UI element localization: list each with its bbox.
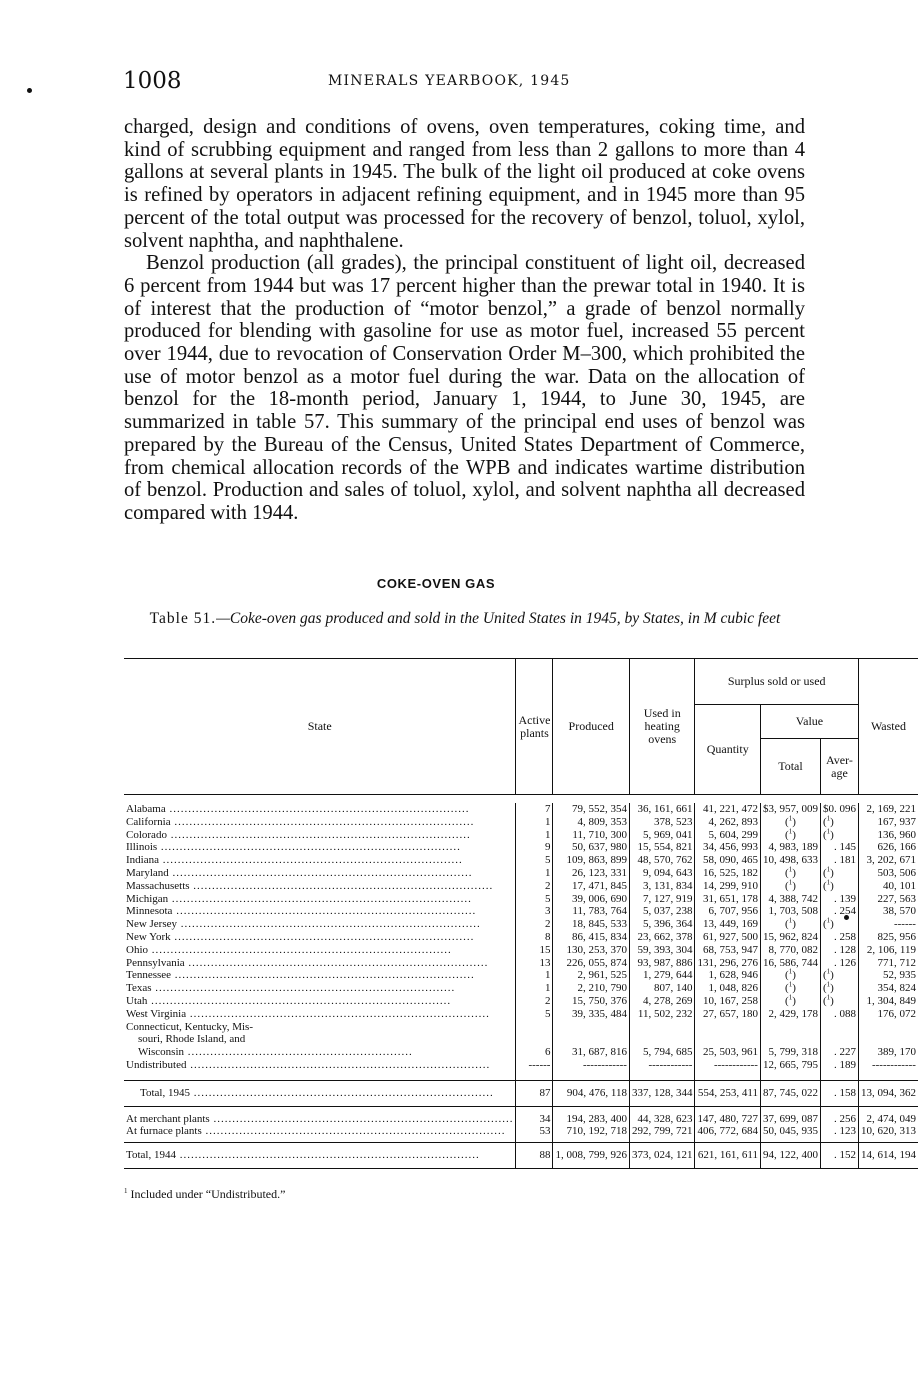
cell-used-in-heating: 1, 279, 644 bbox=[629, 969, 695, 982]
leader-dots: ............................................................ bbox=[184, 1046, 413, 1059]
cell-value-average: $0. 096 bbox=[820, 803, 858, 816]
state-label: At furnace plants bbox=[126, 1125, 202, 1138]
cell-wasted: 227, 563 bbox=[858, 893, 918, 906]
cell-wasted: 825, 956 bbox=[858, 931, 918, 944]
table-row bbox=[124, 957, 918, 970]
state-label: Undistributed bbox=[126, 1058, 187, 1071]
cell-value-average: . 128 bbox=[820, 944, 858, 957]
margin-dot bbox=[27, 88, 32, 93]
cell-produced: 31, 687, 816 bbox=[553, 1021, 630, 1059]
cell-used-in-heating: 93, 987, 886 bbox=[629, 957, 695, 970]
cell-value-total: 94, 122, 400 bbox=[760, 1143, 820, 1169]
cell-value-average: . 256 bbox=[820, 1113, 858, 1126]
leader-dots: ................................................................................ bbox=[170, 930, 475, 943]
cell-active-plants: 6 bbox=[516, 1021, 553, 1059]
section-heading: COKE-OVEN GAS bbox=[376, 576, 496, 591]
leader-dots: ................................................................................ bbox=[186, 1058, 491, 1071]
state-label: Alabama bbox=[126, 803, 166, 815]
table-row bbox=[124, 829, 918, 842]
cell-quantity: 147, 480, 727 bbox=[695, 1113, 761, 1126]
cell-active-plants: 88 bbox=[516, 1143, 553, 1169]
footnote-marker: 1 bbox=[124, 1187, 128, 1195]
leader-dots: ................................................................................ bbox=[165, 803, 470, 815]
cell-produced: 194, 283, 400 bbox=[553, 1113, 630, 1126]
cell-state bbox=[124, 803, 516, 816]
cell-used-in-heating: 23, 662, 378 bbox=[629, 931, 695, 944]
table-label: Table 51. bbox=[149, 610, 217, 627]
cell-state bbox=[124, 1008, 516, 1021]
cell-value-average: ($^1$) bbox=[820, 829, 858, 842]
table-row bbox=[124, 995, 918, 1008]
cell-quantity: 31, 651, 178 bbox=[695, 893, 761, 906]
cell-produced: 39, 335, 484 bbox=[553, 1008, 630, 1021]
cell-value-average: . 158 bbox=[820, 1080, 858, 1106]
cell-state bbox=[124, 1143, 516, 1169]
cell-wasted: 52, 935 bbox=[858, 969, 918, 982]
table-row bbox=[124, 1143, 918, 1169]
cell-produced: 39, 006, 690 bbox=[553, 893, 630, 906]
cell-active-plants: 5 bbox=[516, 1008, 553, 1021]
table-row bbox=[124, 1059, 918, 1072]
cell-state bbox=[124, 854, 516, 867]
leader-dots: ................................................................................ bbox=[151, 982, 456, 995]
cell-value-average: . 088 bbox=[820, 1008, 858, 1021]
cell-quantity: 61, 927, 500 bbox=[695, 931, 761, 944]
leader-dots: ................................................................................ bbox=[189, 1086, 494, 1099]
state-label: Illinois bbox=[126, 841, 158, 854]
cell-produced: ------------ bbox=[553, 1059, 630, 1072]
cell-produced: 226, 055, 874 bbox=[553, 957, 630, 970]
state-label: Massachusetts bbox=[126, 879, 190, 892]
table-row bbox=[124, 867, 918, 880]
cell-value-average: ($^1$) bbox=[820, 867, 858, 880]
table-row bbox=[124, 969, 918, 982]
cell-value-average: . 189 bbox=[820, 1059, 858, 1072]
cell-used-in-heating: 15, 554, 821 bbox=[629, 841, 695, 854]
cell-value-total: ($^1$) bbox=[760, 816, 820, 829]
cell-produced: 109, 863, 899 bbox=[553, 854, 630, 867]
cell-wasted: 354, 824 bbox=[858, 982, 918, 995]
cell-active-plants: 1 bbox=[516, 982, 553, 995]
cell-quantity: 1, 048, 826 bbox=[695, 982, 761, 995]
cell-state bbox=[124, 1080, 516, 1106]
state-label: Indiana bbox=[126, 854, 159, 867]
cell-wasted: 10, 620, 313 bbox=[858, 1125, 918, 1138]
table-row bbox=[124, 1008, 918, 1021]
cell-produced: 710, 192, 718 bbox=[553, 1125, 630, 1138]
cell-value-average: ($^1$) bbox=[820, 918, 858, 931]
cell-quantity: 58, 090, 465 bbox=[695, 854, 761, 867]
leader-dots: ................................................................................ bbox=[147, 994, 452, 1007]
state-label: At merchant plants bbox=[126, 1112, 210, 1125]
cell-state bbox=[124, 893, 516, 906]
cell-wasted: 40, 101 bbox=[858, 880, 918, 893]
cell-used-in-heating: 373, 024, 121 bbox=[629, 1143, 695, 1169]
table-row bbox=[124, 918, 918, 931]
cell-quantity: 13, 449, 169 bbox=[695, 918, 761, 931]
cell-wasted: 1, 304, 849 bbox=[858, 995, 918, 1008]
cell-value-total: $3, 957, 009 bbox=[760, 803, 820, 816]
cell-value-average: . 152 bbox=[820, 1143, 858, 1169]
table-row bbox=[124, 982, 918, 995]
footnote bbox=[124, 1187, 285, 1202]
cell-value-average: . 126 bbox=[820, 957, 858, 970]
cell-value-average: . 145 bbox=[820, 841, 858, 854]
cell-wasted: 176, 072 bbox=[858, 1008, 918, 1021]
cell-used-in-heating: 5, 396, 364 bbox=[629, 918, 695, 931]
header-total: Total bbox=[760, 739, 820, 795]
cell-used-in-heating: 44, 328, 623 bbox=[629, 1113, 695, 1126]
header-wasted: Wasted bbox=[858, 659, 918, 795]
table-caption bbox=[124, 610, 806, 628]
state-line: Connecticut, Kentucky, Mis- bbox=[126, 1020, 253, 1033]
cell-used-in-heating: 4, 278, 269 bbox=[629, 995, 695, 1008]
cell-produced: 2, 210, 790 bbox=[553, 982, 630, 995]
cell-produced: 79, 552, 354 bbox=[553, 803, 630, 816]
cell-wasted: 503, 506 bbox=[858, 867, 918, 880]
cell-quantity: 14, 299, 910 bbox=[695, 880, 761, 893]
cell-active-plants: 87 bbox=[516, 1080, 553, 1106]
cell-state bbox=[124, 982, 516, 995]
cell-used-in-heating: 59, 393, 304 bbox=[629, 944, 695, 957]
cell-produced: 50, 637, 980 bbox=[553, 841, 630, 854]
state-label: Utah bbox=[126, 994, 148, 1007]
cell-wasted: 771, 712 bbox=[858, 957, 918, 970]
cell-wasted: 14, 614, 194 bbox=[858, 1143, 918, 1169]
cell-value-total: ($^1$) bbox=[760, 829, 820, 842]
cell-value-average: . 254 bbox=[820, 905, 858, 918]
cell-value-total: 5, 799, 318 bbox=[760, 1021, 820, 1059]
table-row bbox=[124, 1080, 918, 1106]
paragraph-1: charged, design and conditions of ovens, oven temperatures, coking time, and kind of scrubbing equipment and ranged from less than 2 gallons to more than 4 gallons at several plants in 1945. The bulk of the light oil produced at coke ovens is refined by operators in adjacent refining equipment, and in 1945 more than 95 percent of the total output was processed for the recovery of benzol, toluol, xylol, solvent naphtha, and naphthalene. bbox=[124, 116, 805, 252]
table-row bbox=[124, 1125, 918, 1138]
cell-state bbox=[124, 829, 516, 842]
cell-wasted: 389, 170 bbox=[858, 1021, 918, 1059]
cell-wasted: ------------ bbox=[858, 1059, 918, 1072]
cell-state bbox=[124, 816, 516, 829]
cell-value-average: ($^1$) bbox=[820, 816, 858, 829]
cell-active-plants: 1 bbox=[516, 867, 553, 880]
cell-produced: 130, 253, 370 bbox=[553, 944, 630, 957]
cell-used-in-heating: 3, 131, 834 bbox=[629, 880, 695, 893]
cell-quantity: ------------ bbox=[695, 1059, 761, 1072]
cell-produced: 1, 008, 799, 926 bbox=[553, 1143, 630, 1169]
table-row bbox=[124, 880, 918, 893]
cell-state bbox=[124, 841, 516, 854]
cell-used-in-heating: ------------ bbox=[629, 1059, 695, 1072]
cell-active-plants: 1 bbox=[516, 969, 553, 982]
state-label: Pennsylvania bbox=[126, 956, 185, 969]
cell-active-plants: 53 bbox=[516, 1125, 553, 1138]
state-label: California bbox=[126, 815, 171, 828]
cell-active-plants: 15 bbox=[516, 944, 553, 957]
cell-wasted: 13, 094, 362 bbox=[858, 1080, 918, 1106]
cell-used-in-heating: 36, 161, 661 bbox=[629, 803, 695, 816]
spacer bbox=[124, 1072, 918, 1081]
table-row bbox=[124, 893, 918, 906]
leader-dots: ................................................................................ bbox=[209, 1112, 514, 1125]
leader-dots: ................................................................................ bbox=[186, 1007, 490, 1020]
leader-dots: ................................................................................ bbox=[168, 866, 473, 879]
table-row bbox=[124, 931, 918, 944]
data-table bbox=[124, 658, 918, 1169]
cell-used-in-heating: 5, 969, 041 bbox=[629, 829, 695, 842]
cell-produced: 17, 471, 845 bbox=[553, 880, 630, 893]
cell-quantity: 1, 628, 946 bbox=[695, 969, 761, 982]
cell-value-average: ($^1$) bbox=[820, 982, 858, 995]
cell-wasted: 136, 960 bbox=[858, 829, 918, 842]
page-number: 1008 bbox=[123, 68, 182, 94]
cell-produced: 4, 809, 353 bbox=[553, 816, 630, 829]
cell-value-average: ($^1$) bbox=[820, 995, 858, 1008]
header-value: Value bbox=[760, 705, 858, 739]
state-label: Colorado bbox=[126, 828, 167, 841]
header-average: Aver-age bbox=[820, 739, 858, 795]
cell-quantity: 27, 657, 180 bbox=[695, 1008, 761, 1021]
cell-wasted: 38, 570 bbox=[858, 905, 918, 918]
cell-state bbox=[124, 969, 516, 982]
cell-value-average: . 123 bbox=[820, 1125, 858, 1138]
state-label: Michigan bbox=[126, 892, 169, 905]
state-label: Total, 1944 bbox=[126, 1149, 176, 1162]
cell-value-total: 16, 586, 744 bbox=[760, 957, 820, 970]
leader-dots: ................................................................................ bbox=[172, 905, 477, 918]
cell-used-in-heating: 292, 799, 721 bbox=[629, 1125, 695, 1138]
state-label: New York bbox=[126, 930, 171, 943]
header-active-plants: Active plants bbox=[516, 659, 553, 795]
leader-dots: ................................................................................ bbox=[171, 969, 475, 982]
leader-dots: ................................................................................ bbox=[189, 879, 494, 892]
state-line: souri, Rhode Island, and bbox=[138, 1033, 246, 1046]
table-body bbox=[124, 803, 918, 1168]
table-row bbox=[124, 1113, 918, 1126]
cell-value-total: 12, 665, 795 bbox=[760, 1059, 820, 1072]
cell-active-plants: 1 bbox=[516, 816, 553, 829]
cell-quantity: 554, 253, 411 bbox=[695, 1080, 761, 1106]
cell-used-in-heating: 7, 127, 919 bbox=[629, 893, 695, 906]
running-title: MINERALS YEARBOOK, 1945 bbox=[328, 73, 571, 89]
state-label: West Virginia bbox=[126, 1007, 187, 1020]
leader-dots: ................................................................................ bbox=[148, 943, 452, 956]
state-label: Minnesota bbox=[126, 905, 173, 918]
cell-quantity: 16, 525, 182 bbox=[695, 867, 761, 880]
state-label: Total, 1945 bbox=[140, 1086, 190, 1099]
cell-state bbox=[124, 918, 516, 931]
cell-value-total: ($^1$) bbox=[760, 969, 820, 982]
cell-quantity: 41, 221, 472 bbox=[695, 803, 761, 816]
cell-value-total: 37, 699, 087 bbox=[760, 1113, 820, 1126]
cell-value-total: ($^1$) bbox=[760, 918, 820, 931]
cell-active-plants: 8 bbox=[516, 931, 553, 944]
leader-dots: ................................................................................ bbox=[158, 854, 463, 867]
cell-quantity: 34, 456, 993 bbox=[695, 841, 761, 854]
cell-wasted: 2, 169, 221 bbox=[858, 803, 918, 816]
cell-active-plants: 3 bbox=[516, 905, 553, 918]
cell-value-total: 15, 962, 824 bbox=[760, 931, 820, 944]
cell-value-total: ($^1$) bbox=[760, 982, 820, 995]
cell-value-total: 50, 045, 935 bbox=[760, 1125, 820, 1138]
cell-state bbox=[124, 867, 516, 880]
cell-used-in-heating: 337, 128, 344 bbox=[629, 1080, 695, 1106]
cell-wasted: 167, 937 bbox=[858, 816, 918, 829]
cell-value-total: 2, 429, 178 bbox=[760, 1008, 820, 1021]
cell-produced: 2, 961, 525 bbox=[553, 969, 630, 982]
header-used-in-heating: Used in heating ovens bbox=[629, 659, 695, 795]
cell-state bbox=[124, 880, 516, 893]
cell-active-plants: 7 bbox=[516, 803, 553, 816]
cell-wasted: 626, 166 bbox=[858, 841, 918, 854]
cell-active-plants: 13 bbox=[516, 957, 553, 970]
cell-value-total: 87, 745, 022 bbox=[760, 1080, 820, 1106]
table-row bbox=[124, 944, 918, 957]
cell-value-total: ($^1$) bbox=[760, 880, 820, 893]
header-produced: Produced bbox=[553, 659, 630, 795]
cell-active-plants: 2 bbox=[516, 880, 553, 893]
cell-wasted: 2, 474, 049 bbox=[858, 1113, 918, 1126]
cell-produced: 11, 783, 764 bbox=[553, 905, 630, 918]
table-row bbox=[124, 803, 918, 816]
leader-dots: ................................................................................ bbox=[175, 1149, 480, 1162]
cell-active-plants: 34 bbox=[516, 1113, 553, 1126]
cell-active-plants: 5 bbox=[516, 854, 553, 867]
cell-value-total: 4, 388, 742 bbox=[760, 893, 820, 906]
cell-produced: 904, 476, 118 bbox=[553, 1080, 630, 1106]
state-label: Ohio bbox=[126, 943, 148, 956]
cell-active-plants: ------ bbox=[516, 1059, 553, 1072]
cell-value-total: 4, 983, 189 bbox=[760, 841, 820, 854]
cell-active-plants: 5 bbox=[516, 893, 553, 906]
leader-dots: ................................................................................ bbox=[201, 1125, 506, 1138]
cell-quantity: 25, 503, 961 bbox=[695, 1021, 761, 1059]
cell-quantity: 5, 604, 299 bbox=[695, 829, 761, 842]
cell-used-in-heating: 807, 140 bbox=[629, 982, 695, 995]
state-label: Maryland bbox=[126, 866, 169, 879]
leader-dots: ................................................................................ bbox=[184, 956, 489, 969]
cell-value-average: ($^1$) bbox=[820, 880, 858, 893]
state-label: New Jersey bbox=[126, 918, 178, 931]
body-text bbox=[124, 116, 805, 525]
cell-quantity: 10, 167, 258 bbox=[695, 995, 761, 1008]
header-state: State bbox=[307, 719, 332, 733]
cell-used-in-heating: 5, 794, 685 bbox=[629, 1021, 695, 1059]
cell-state bbox=[124, 944, 516, 957]
cell-active-plants: 2 bbox=[516, 918, 553, 931]
cell-value-total: ($^1$) bbox=[760, 867, 820, 880]
cell-state bbox=[124, 1021, 516, 1059]
footnote-text: Included under “Undistributed.” bbox=[130, 1187, 286, 1201]
cell-used-in-heating: 11, 502, 232 bbox=[629, 1008, 695, 1021]
cell-produced: 86, 415, 834 bbox=[553, 931, 630, 944]
table-row bbox=[124, 841, 918, 854]
header-quantity: Quantity bbox=[695, 705, 761, 795]
cell-value-average: ($^1$) bbox=[820, 969, 858, 982]
cell-state bbox=[124, 995, 516, 1008]
cell-used-in-heating: 48, 570, 762 bbox=[629, 854, 695, 867]
cell-used-in-heating: 378, 523 bbox=[629, 816, 695, 829]
cell-wasted: 3, 202, 671 bbox=[858, 854, 918, 867]
cell-state bbox=[124, 1125, 516, 1138]
cell-quantity: 4, 262, 893 bbox=[695, 816, 761, 829]
cell-active-plants: 1 bbox=[516, 829, 553, 842]
cell-produced: 18, 845, 533 bbox=[553, 918, 630, 931]
cell-state bbox=[124, 931, 516, 944]
header-surplus: Surplus sold or used bbox=[695, 659, 859, 705]
state-label: Texas bbox=[126, 982, 152, 995]
cell-state bbox=[124, 1059, 516, 1072]
cell-value-total: ($^1$) bbox=[760, 995, 820, 1008]
leader-dots: ................................................................................ bbox=[177, 918, 481, 931]
cell-quantity: 68, 753, 947 bbox=[695, 944, 761, 957]
cell-wasted: 2, 106, 119 bbox=[858, 944, 918, 957]
state-line: Wisconsin ............................................................ bbox=[138, 1046, 413, 1059]
cell-value-total: 8, 770, 082 bbox=[760, 944, 820, 957]
cell-produced: 15, 750, 376 bbox=[553, 995, 630, 1008]
cell-value-total: 1, 703, 508 bbox=[760, 905, 820, 918]
cell-state bbox=[124, 905, 516, 918]
cell-used-in-heating: 5, 037, 238 bbox=[629, 905, 695, 918]
cell-produced: 26, 123, 331 bbox=[553, 867, 630, 880]
cell-value-average: . 227 bbox=[820, 1021, 858, 1059]
leader-dots: ................................................................................ bbox=[168, 892, 472, 905]
leader-dots: ................................................................................ bbox=[157, 841, 461, 854]
cell-active-plants: 2 bbox=[516, 995, 553, 1008]
cell-value-average: . 181 bbox=[820, 854, 858, 867]
table-row bbox=[124, 854, 918, 867]
cell-value-average: . 258 bbox=[820, 931, 858, 944]
table-row bbox=[124, 905, 918, 918]
cell-produced: 11, 710, 300 bbox=[553, 829, 630, 842]
cell-quantity: 131, 296, 276 bbox=[695, 957, 761, 970]
cell-value-total: 10, 498, 633 bbox=[760, 854, 820, 867]
table-row bbox=[124, 1021, 918, 1059]
cell-quantity: 6, 707, 956 bbox=[695, 905, 761, 918]
table-row bbox=[124, 816, 918, 829]
cell-active-plants: 9 bbox=[516, 841, 553, 854]
cell-wasted: ------ bbox=[858, 918, 918, 931]
leader-dots: ................................................................................ bbox=[166, 828, 471, 841]
cell-value-average: . 139 bbox=[820, 893, 858, 906]
page-header bbox=[123, 68, 805, 94]
leader-dots: ................................................................................ bbox=[170, 815, 475, 828]
cell-used-in-heating: 9, 094, 643 bbox=[629, 867, 695, 880]
table-title: —Coke-oven gas produced and sold in the United States in 1945, by States, in M cubic feet bbox=[216, 610, 781, 627]
paragraph-2: Benzol production (all grades), the principal constituent of light oil, decreased 6 percent from 1944 but was 17 percent higher than the prewar total in 1940. It is of interest that the production of “motor benzol,” a grade of benzol normally produced for blending with gasoline for use as motor fuel, increased 55 percent over 1944, due to revocation of Conservation Order M–300, which prohibited the use of motor benzol as a motor fuel during the war. Data on the allocation of benzol for the 18-month period, January 1, 1944, to June 30, 1945, are summarized in table 57. This summary of the principal end uses of benzol was prepared by the Bureau of the Census, United States Department of Commerce, from chemical allocation records of the WPB and indicates wartime distribution of benzol. Production and sales of toluol, xylol, and solvent naphtha all decreased compared with 1944. bbox=[124, 252, 805, 524]
cell-state bbox=[124, 1113, 516, 1126]
cell-quantity: 621, 161, 611 bbox=[695, 1143, 761, 1169]
cell-state bbox=[124, 957, 516, 970]
state-label: Tennessee bbox=[126, 969, 172, 982]
cell-quantity: 406, 772, 684 bbox=[695, 1125, 761, 1138]
